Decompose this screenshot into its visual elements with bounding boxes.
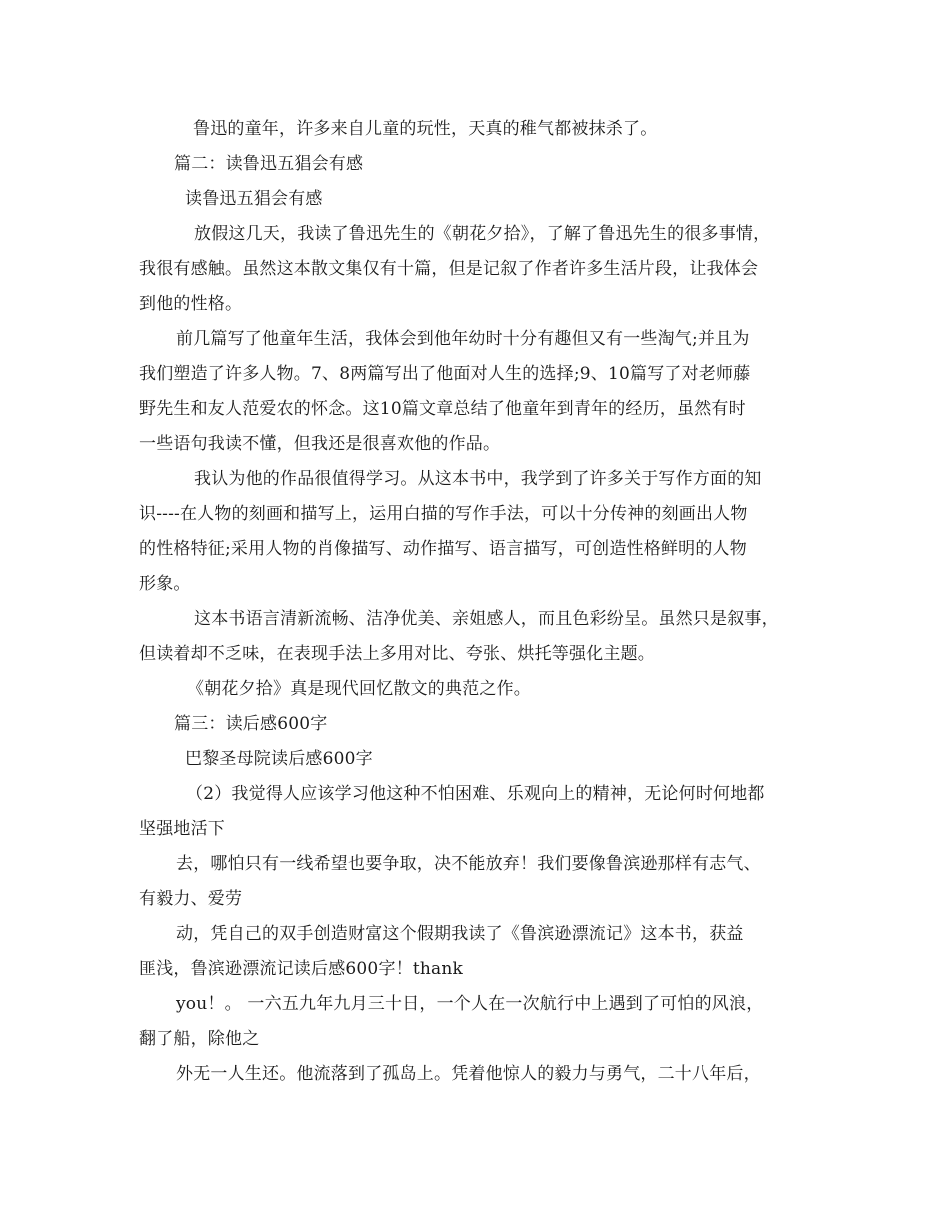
section-heading: 篇二：读鲁迅五猖会有感 [174,154,364,174]
text-line: 形象。 [139,574,191,594]
text-line: 的性格特征;采用人物的肖像描写、动作描写、语言描写，可创造性格鲜明的人物 [139,539,747,559]
article-title: 巴黎圣母院读后感600字 [185,749,373,769]
text-line: 前几篇写了他童年生活，我体会到他年幼时十分有趣但又有一些淘气;并且为 [176,329,750,349]
text-line: 这本书语言清新流畅、洁净优美、亲姐感人，而且色彩纷呈。虽然只是叙事， [194,609,779,629]
text-line: 我很有感触。虽然这本散文集仅有十篇，但是记叙了作者许多生活片段，让我体会 [139,259,759,279]
text-line: 我认为他的作品很值得学习。从这本书中，我学到了许多关于写作方面的知 [194,469,762,489]
text-line: 《朝花夕拾》真是现代回忆散文的典范之作。 [187,679,531,699]
text-line: 放假这几天，我读了鲁迅先生的《朝花夕拾》，了解了鲁迅先生的很多事情， [194,224,771,244]
text-line: 坚强地活下 [139,819,225,839]
article-title: 读鲁迅五猖会有感 [185,189,323,209]
text-line: 外无一人生还。他流落到了孤岛上。凭着他惊人的毅力与勇气，二十八年后， [176,1064,761,1084]
text-line: 一些语句我读不懂，但我还是很喜欢他的作品。 [139,434,501,454]
text-line: 动，凭自己的双手创造财富这个假期我读了《鲁滨逊漂流记》这本书，获益 [176,924,744,944]
section-heading: 篇三：读后感600字 [174,714,328,734]
text-line: 到他的性格。 [139,294,243,314]
text-line: you！。 一六五九年九月三十日，一个人在一次航行中上遇到了可怕的风浪， [176,994,764,1014]
text-line: 匪浅，鲁滨逊漂流记读后感600字！thank [139,959,464,979]
text-line: 去，哪怕只有一线希望也要争取，决不能放弃！我们要像鲁滨逊那样有志气、 [176,854,761,874]
text-line: （2）我觉得人应该学习他这种不怕困难、乐观向上的精神，无论何时何地都 [186,784,765,804]
text-line: 翻了船，除他之 [139,1029,260,1049]
text-line: 野先生和友人范爱农的怀念。这10篇文章总结了他童年到青年的经历，虽然有时 [139,399,746,419]
text-line: 识----在人物的刻画和描写上，运用白描的写作手法，可以十分传神的刻画出人物 [139,504,748,524]
text-line: 有毅力、爱劳 [139,889,243,909]
text-line: 我们塑造了许多人物。7、8两篇写出了他面对人生的选择;9、10篇写了对老师藤 [139,364,751,384]
text-line: 但读着却不乏味，在表现手法上多用对比、夸张、烘托等强化主题。 [139,644,655,664]
text-line: 鲁迅的童年，许多来自儿童的玩性，天真的稚气都被抹杀了。 [193,119,658,139]
